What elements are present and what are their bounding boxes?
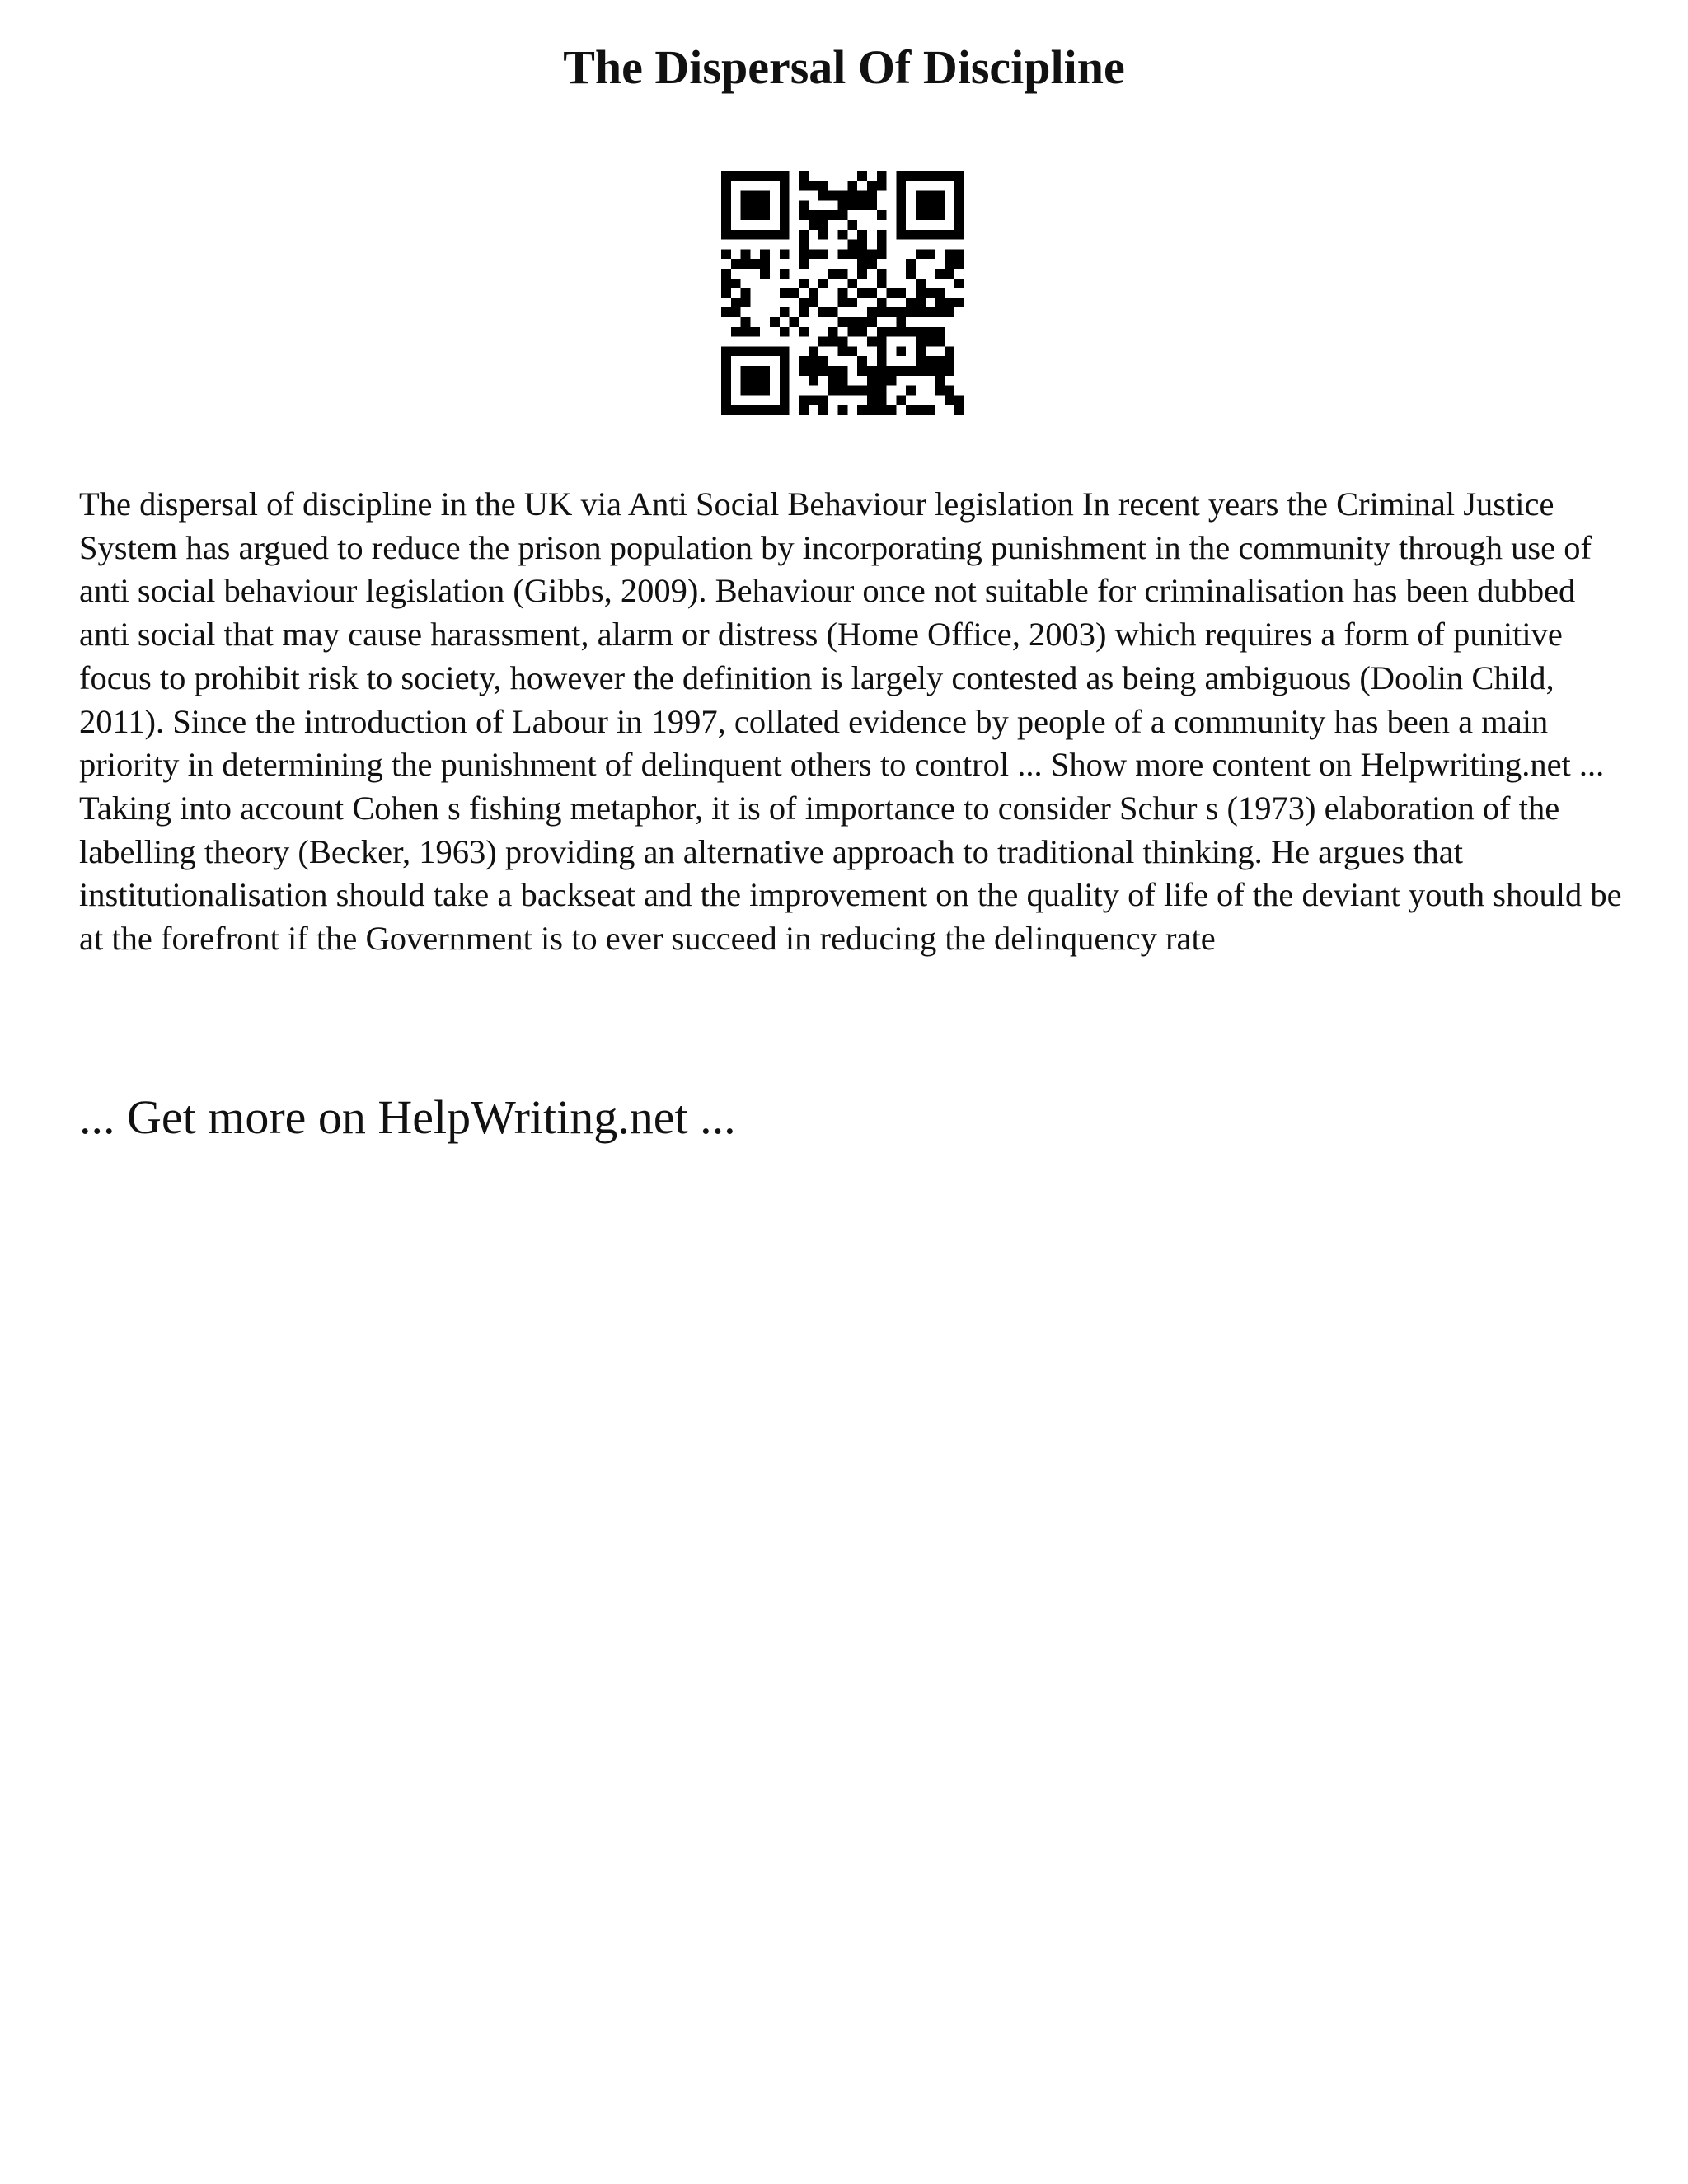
body-paragraph: Taking into account Cohen s fishing metaphor, it is of importance to consider Schur s (1973) elaboration of the labelling theory (Becker, 1963) providing an alternative approach to traditional thinking. He argues that institutionalisation should take a backseat and the improvement on the quality of life of the deviant youth should be at the forefront if the Government is to ever succeed in reducing the delinquency rate [79, 789, 1622, 958]
document-body [79, 483, 1629, 961]
get-more-link[interactable]: ... Get more on HelpWriting.net ... [79, 1090, 736, 1144]
body-paragraph: The dispersal of discipline in the UK via Anti Social Behaviour legislation In recent years the Criminal Justice System has argued to reduce the prison population by incorporating punishment in the community through use of anti social behaviour legislation (Gibbs, 2009). Behaviour once not suitable for criminalisation has been dubbed anti social that may cause harassment, alarm or distress (Home Office, 2003) which requires a form of punitive focus to prohibit risk to society, however the definition is largely contested as being ambiguous (Doolin Child, 2011). Since the introduction of Labour in 1997, collated evidence by people of a community has been a main priority in determining the punishment of delinquent others to control ... Show more content on Helpwriting.net ... [79, 485, 1605, 784]
qr-code-icon [721, 171, 964, 415]
document-title: The Dispersal Of Discipline [563, 40, 1125, 94]
